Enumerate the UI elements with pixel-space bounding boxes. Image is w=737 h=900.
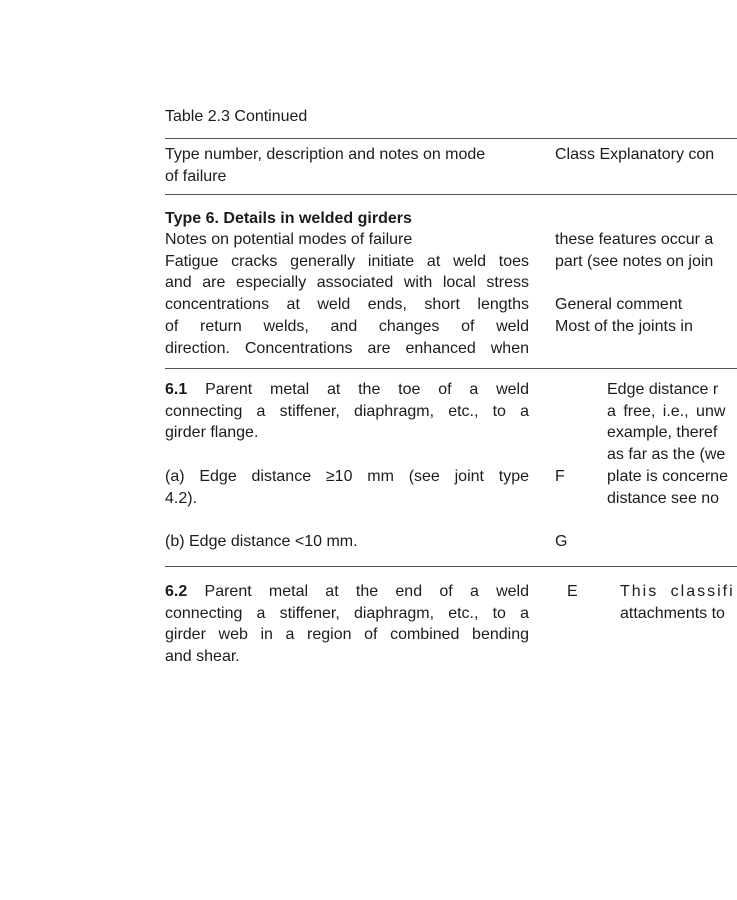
row-6-1-explanatory-line: a free, i.e., unw: [607, 402, 726, 420]
row-6-1-description: [165, 379, 529, 444]
row-6-1-explanatory-line: plate is concerne: [607, 467, 728, 485]
type6-explanatory: [555, 229, 713, 272]
row-6-2-explanatory-line: This classifi: [620, 583, 735, 600]
row-6-1-explanatory: [607, 379, 728, 509]
row-6-1-a-class: F: [555, 468, 565, 485]
row-6-2-class: E: [567, 583, 578, 600]
type6-notes-line: concentrations at weld ends, short lengths: [165, 296, 529, 314]
row-6-1-b: (b) Edge distance <10 mm.: [165, 533, 358, 550]
type6-notes-line: direction. Concentrations are enhanced when: [165, 339, 529, 357]
row-6-1-number: 6.1: [165, 381, 188, 398]
row-6-2-number: 6.2: [165, 583, 188, 600]
row-6-1-line: connecting a stiffener, diaphragm, etc., to a: [165, 402, 529, 420]
header-col-class-explanatory: Class Explanatory con: [555, 146, 715, 163]
type6-general-comment: [555, 294, 693, 337]
type6-notes-line: of return welds, and changes of weld: [165, 317, 529, 335]
row-6-1-explanatory-line: distance see no: [607, 489, 720, 507]
type6-notes-line: Fatigue cracks generally initiate at weld toes: [165, 252, 529, 270]
row-6-2-description: [165, 581, 529, 668]
row-divider-6-1: [165, 566, 737, 567]
row-6-2-text: Parent metal at the end of a weld: [204, 583, 530, 600]
row-6-2-line: girder web in a region of combined bending: [165, 626, 529, 644]
header-col-description: [165, 144, 485, 188]
row-6-1-a-line: (a) Edge distance ≥10 mm (see joint type: [165, 468, 529, 485]
header-col-description-line2: of failure: [165, 168, 227, 185]
row-6-2-explanatory: [620, 581, 735, 624]
type6-explanatory-line: part (see notes on join: [555, 252, 714, 270]
row-6-1-explanatory-line: Edge distance r: [607, 381, 719, 398]
table-top-rule: [165, 138, 737, 139]
row-6-1-explanatory-line: as far as the (we: [607, 446, 726, 464]
header-bottom-rule: [165, 194, 737, 195]
row-6-1-text: Parent metal at the toe of a weld: [205, 381, 529, 398]
table-caption: Table 2.3 Continued: [165, 108, 308, 125]
row-6-1-line: [165, 379, 529, 401]
type6-notes-line: and are especially associated with local stress: [165, 274, 529, 292]
general-comment-label: General comment: [555, 296, 683, 313]
type6-title: Type 6. Details in welded girders: [165, 210, 412, 227]
general-comment-text: Most of the joints in: [555, 317, 693, 335]
type6-notes: [165, 229, 529, 359]
row-divider-type6: [165, 368, 737, 369]
row-6-2-line: connecting a stiffener, diaphragm, etc., to a: [165, 604, 529, 622]
row-6-1-explanatory-line: example, theref: [607, 424, 718, 442]
type6-notes-heading: Notes on potential modes of failure: [165, 231, 413, 248]
row-6-2-line: [165, 581, 529, 603]
row-6-2-explanatory-line: attachments to: [620, 604, 725, 622]
row-6-2-line: and shear.: [165, 648, 240, 666]
row-6-1-line: girder flange.: [165, 424, 259, 442]
row-6-1-b-class: G: [555, 533, 568, 550]
row-6-1-a: [165, 466, 529, 509]
type6-explanatory-line: these features occur a: [555, 231, 714, 248]
row-6-1-a-line: 4.2).: [165, 489, 198, 507]
header-col-description-line1: Type number, description and notes on mode: [165, 146, 486, 163]
